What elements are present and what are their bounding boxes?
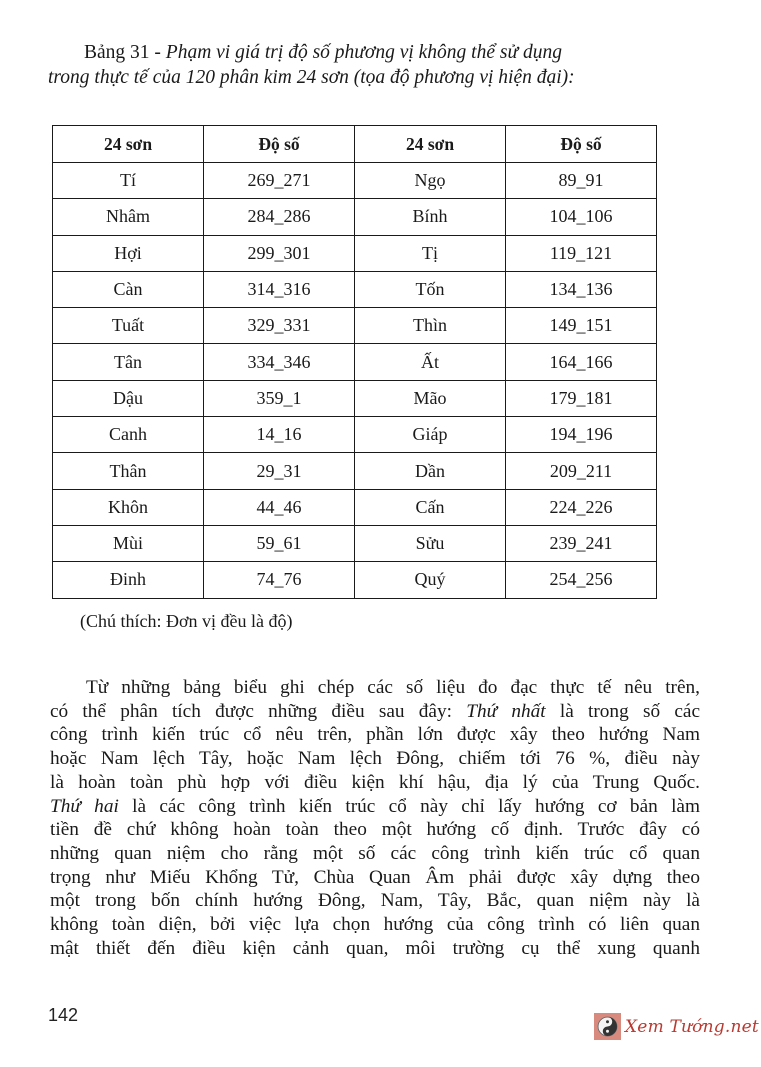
degree-range-cell: 89_91 bbox=[506, 163, 657, 199]
degree-range-cell: 194_196 bbox=[506, 417, 657, 453]
mountain-name-cell: Nhâm bbox=[53, 199, 204, 235]
text-line: trọng như Miếu Khổng Tử, Chùa Quan Âm phải được xây dựng theo bbox=[50, 866, 700, 888]
mountain-name-cell: Quý bbox=[355, 562, 506, 598]
table-row bbox=[53, 453, 657, 489]
mountain-name-cell: Mão bbox=[355, 380, 506, 416]
degree-range-cell: 239_241 bbox=[506, 525, 657, 561]
table-row bbox=[53, 163, 657, 199]
table-row bbox=[53, 271, 657, 307]
degree-range-cell: 59_61 bbox=[204, 525, 355, 561]
table-row bbox=[53, 417, 657, 453]
azimuth-table bbox=[52, 125, 657, 599]
table-row bbox=[53, 308, 657, 344]
degree-range-cell: 314_316 bbox=[204, 271, 355, 307]
table-row bbox=[53, 235, 657, 271]
mountain-name-cell: Dần bbox=[355, 453, 506, 489]
degree-range-cell: 359_1 bbox=[204, 380, 355, 416]
mountain-name-cell: Hợi bbox=[53, 235, 204, 271]
table-note: (Chú thích: Đơn vị đều là độ) bbox=[80, 611, 293, 631]
table-caption bbox=[48, 40, 688, 90]
text-line: một trong bốn chính hướng Đông, Nam, Tây, Bắc, quan niệm này là bbox=[50, 890, 700, 912]
degree-range-cell: 149_151 bbox=[506, 308, 657, 344]
mountain-name-cell: Tuất bbox=[53, 308, 204, 344]
mountain-name-cell: Canh bbox=[53, 417, 204, 453]
table-row bbox=[53, 562, 657, 598]
text-line: hoặc Nam lệch Tây, hoặc Nam lệch Đông, chiếm tới 76 %, điều này bbox=[50, 748, 700, 770]
degree-range-cell: 209_211 bbox=[506, 453, 657, 489]
body-paragraph bbox=[50, 676, 700, 960]
degree-range-cell: 29_31 bbox=[204, 453, 355, 489]
mountain-name-cell: Giáp bbox=[355, 417, 506, 453]
degree-range-cell: 284_286 bbox=[204, 199, 355, 235]
text-line: những quan niệm cho rằng một số các công trình kiến trúc cổ quan bbox=[50, 842, 700, 864]
text-line: công trình kiến trúc cổ nêu trên, phần lớn được xây theo hướng Nam bbox=[50, 724, 700, 746]
degree-range-cell: 164_166 bbox=[506, 344, 657, 380]
watermark-logo bbox=[594, 1013, 759, 1040]
watermark-text: Xem Tướng.net bbox=[625, 1016, 759, 1037]
table-header-row bbox=[53, 126, 657, 163]
degree-range-cell: 329_331 bbox=[204, 308, 355, 344]
text-line: Từ những bảng biểu ghi chép các số liệu đo đạc thực tế nêu trên, bbox=[86, 677, 700, 698]
degree-range-cell: 134_136 bbox=[506, 271, 657, 307]
mountain-name-cell: Ất bbox=[355, 344, 506, 380]
text-line: Thứ hai là các công trình kiến trúc cổ này chỉ lấy hướng cơ bản làm bbox=[50, 795, 700, 817]
degree-range-cell: 119_121 bbox=[506, 235, 657, 271]
mountain-name-cell: Càn bbox=[53, 271, 204, 307]
mountain-name-cell: Tị bbox=[355, 235, 506, 271]
mountain-name-cell: Mùi bbox=[53, 525, 204, 561]
caption-title-line1: Phạm vi giá trị độ số phương vị không thể sử dụng bbox=[165, 42, 562, 63]
mountain-name-cell: Thân bbox=[53, 453, 204, 489]
emphasis-second: Thứ hai bbox=[50, 795, 119, 817]
header-cell: Độ số bbox=[506, 126, 657, 163]
mountain-name-cell: Ngọ bbox=[355, 163, 506, 199]
degree-range-cell: 14_16 bbox=[204, 417, 355, 453]
mountain-name-cell: Tốn bbox=[355, 271, 506, 307]
mountain-name-cell: Cấn bbox=[355, 489, 506, 525]
degree-range-cell: 224_226 bbox=[506, 489, 657, 525]
table-row bbox=[53, 344, 657, 380]
mountain-name-cell: Bính bbox=[355, 199, 506, 235]
text-line: có thể phân tích được những điều sau đây: Thứ nhất là trong số các bbox=[50, 700, 700, 722]
header-cell: Độ số bbox=[204, 126, 355, 163]
text-line: không toàn diện, bởi việc lựa chọn hướng của công trình có liên quan bbox=[50, 914, 700, 936]
mountain-name-cell: Tí bbox=[53, 163, 204, 199]
text-line: là hoàn toàn phù hợp với điều kiện khí hậu, địa lý của Trung Quốc. bbox=[50, 771, 700, 793]
emphasis-first: Thứ nhất bbox=[466, 700, 546, 722]
table-row bbox=[53, 489, 657, 525]
mountain-name-cell: Dậu bbox=[53, 380, 204, 416]
caption-title-line2: trong thực tế của 120 phân kim 24 sơn (tọa độ phương vị hiện đại): bbox=[48, 67, 575, 88]
mountain-name-cell: Sửu bbox=[355, 525, 506, 561]
mountain-name-cell: Tân bbox=[53, 344, 204, 380]
text-line: mật thiết đến điều kiện cảnh quan, môi trường cụ thể xung quanh bbox=[50, 937, 700, 959]
table-row bbox=[53, 525, 657, 561]
degree-range-cell: 269_271 bbox=[204, 163, 355, 199]
text-line: tiền đề chứ không hoàn toàn theo một hướng cố định. Trước đây có bbox=[50, 819, 700, 841]
caption-prefix: Bảng 31 - bbox=[84, 42, 166, 63]
table-row bbox=[53, 380, 657, 416]
azimuth-table-container bbox=[52, 125, 657, 599]
degree-range-cell: 179_181 bbox=[506, 380, 657, 416]
mountain-name-cell: Thìn bbox=[355, 308, 506, 344]
header-cell: 24 sơn bbox=[355, 126, 506, 163]
page-number: 142 bbox=[48, 1005, 79, 1025]
degree-range-cell: 44_46 bbox=[204, 489, 355, 525]
degree-range-cell: 104_106 bbox=[506, 199, 657, 235]
mountain-name-cell: Đinh bbox=[53, 562, 204, 598]
degree-range-cell: 334_346 bbox=[204, 344, 355, 380]
degree-range-cell: 74_76 bbox=[204, 562, 355, 598]
header-cell: 24 sơn bbox=[53, 126, 204, 163]
yin-yang-icon bbox=[594, 1013, 621, 1040]
table-body bbox=[53, 163, 657, 599]
degree-range-cell: 254_256 bbox=[506, 562, 657, 598]
table-row bbox=[53, 199, 657, 235]
mountain-name-cell: Khôn bbox=[53, 489, 204, 525]
degree-range-cell: 299_301 bbox=[204, 235, 355, 271]
